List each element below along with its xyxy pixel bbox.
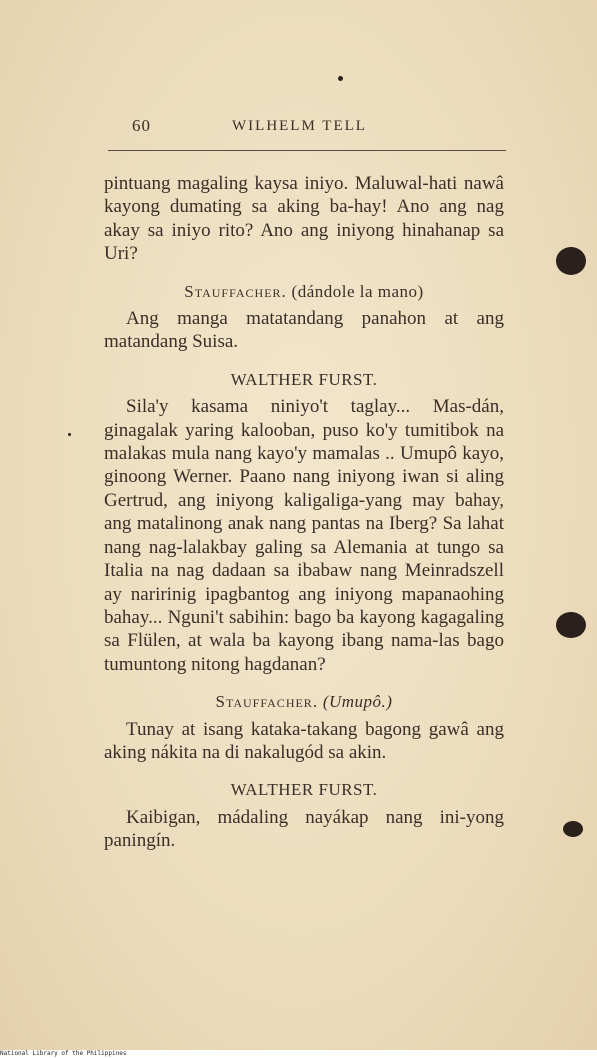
- paragraph: Kaibigan, mádaling nayákap nang ini-yong paningín.: [104, 806, 504, 852]
- stage-direction: (dándole la mano): [291, 281, 424, 301]
- speaker-heading: [104, 690, 504, 713]
- ink-spot: [563, 821, 583, 837]
- body-text: [104, 172, 504, 853]
- paragraph: Sila'y kasama niniyo't taglay... Mas-dán, ginagalak yaring kalooban, puso ko'y tumitibok na malakas mula nang kayo'y mamalas .. Umupô kayo, ginoong Werner. Paano nang iniyong iwan si aling Gertrud, ang iniyong kaligaliga-yang may bahay, ang matalinong anak nang pantas na Iberg? Sa lahat nang nag-lalakbay galing sa Alemania at tungo sa Italia na nag dadaan sa ibabaw nang Meinradszell ay naririnig ipagbantog ang iniyong mapanaohing bahay... Nguni't sabihin: bago ba kayong kagagaling sa Flülen, at wala ba kayong ibang nama-las bago tumuntong nitong hagdanan?: [104, 396, 504, 675]
- ink-spot: [556, 247, 586, 275]
- speaker-name: Stauffacher.: [184, 281, 287, 301]
- speaker-heading: [104, 280, 504, 303]
- ink-spot: [556, 612, 586, 638]
- paragraph: Tunay at isang kataka-takang bagong gawâ ang aking nákita na di nakalugód sa akin.: [104, 718, 504, 763]
- paragraph: pintuang magaling kaysa iniyo. Maluwal-hati nawâ kayong dumating sa aking ba-hay! Ano ang nag akay sa iniyo rito? Ano ang iniyong hinahanap sa Uri?: [104, 173, 504, 265]
- speaker-name: WALTHER FURST.: [230, 369, 378, 389]
- speaker-name: WALTHER FURST.: [230, 780, 378, 800]
- library-credit: National Library of the Philippines: [0, 1050, 597, 1058]
- ink-spot: [68, 433, 71, 436]
- running-title: WILHELM TELL: [232, 118, 367, 134]
- ink-spot: [338, 76, 343, 81]
- page-number: 60: [132, 116, 151, 135]
- speaker-heading: [104, 778, 504, 801]
- speaker-heading: [104, 368, 504, 391]
- paragraph: Ang manga matatandang panahon at ang matandang Suisa.: [104, 308, 504, 353]
- speaker-name: Stauffacher.: [215, 692, 319, 712]
- stage-direction: (Umupô.): [322, 692, 393, 712]
- running-header: [108, 116, 508, 146]
- header-rule: [108, 150, 506, 151]
